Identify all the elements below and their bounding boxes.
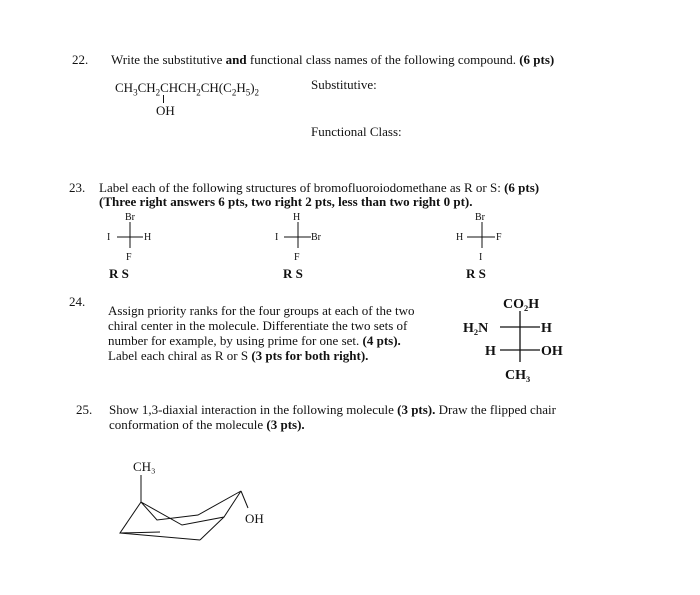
- s2-right: Br: [311, 232, 321, 243]
- q23-structure-3: [445, 208, 545, 268]
- q23-rs-2[interactable]: R S: [283, 266, 303, 281]
- fischer-c2-left: H: [485, 344, 496, 359]
- s3-top: Br: [475, 212, 485, 223]
- s1-left: I: [107, 232, 111, 243]
- fischer-c1-left: H₂N: [463, 321, 489, 336]
- q22-prompt: Write the substitutive and functional class names of the following compound. (6 pts): [111, 52, 555, 67]
- q24-fischer-projection: [455, 292, 585, 387]
- s2-left: I: [275, 232, 279, 243]
- q23-subtext: (Three right answers 6 pts, two right 2 pts, less than two right 0 pt).: [99, 194, 473, 209]
- chair-oh: OH: [245, 511, 264, 526]
- s1-top: Br: [125, 212, 135, 223]
- fischer-top: CO₂H: [503, 297, 540, 312]
- s1-bottom: F: [126, 252, 132, 263]
- q25-prompt: Show 1,3-diaxial interaction in the following molecule (3 pts). Draw the flipped chair conformation of the molecule (3 pts).: [109, 402, 556, 432]
- q23-rs-1[interactable]: R S: [109, 266, 129, 281]
- q22-substitutive-label: Substitutive:: [311, 77, 377, 92]
- fischer-c1-right: H: [541, 321, 552, 336]
- s1-right: H: [144, 232, 152, 243]
- s2-bottom: F: [294, 252, 300, 263]
- q23-structure-1: [85, 208, 185, 268]
- q22-functional-label: Functional Class:: [311, 124, 402, 139]
- s2-top: H: [293, 212, 301, 223]
- q23-number: 23.: [69, 180, 86, 195]
- q25-chair-cyclohexane: [100, 455, 300, 555]
- s3-right: F: [496, 232, 502, 243]
- q24-prompt: Assign priority ranks for the four groups at each of the two chiral center in the molecule. Differentiate the two sets of number for example, by using prime for one set. (4 pts). Label each chiral as R or S (3 pts for both right).: [108, 303, 415, 363]
- q25-number: 25.: [76, 402, 93, 417]
- q24-number: 24.: [69, 294, 86, 309]
- q22-number: 22.: [72, 52, 89, 67]
- chair-ch3: CH₃: [133, 459, 156, 474]
- q22-bond-line: [163, 95, 164, 103]
- s3-bottom: I: [479, 252, 483, 263]
- q22-formula: $CH_3CH_2CHCH_2CH(C_2H_5)_2$: [115, 80, 260, 98]
- q23-prompt: Label each of the following structures of bromofluoroiodomethane as R or S: (6 pts): [99, 180, 540, 195]
- q23-rs-3[interactable]: R S: [466, 266, 486, 281]
- fischer-c2-right: OH: [541, 344, 563, 359]
- fischer-bottom: CH₃: [505, 368, 531, 383]
- s3-left: H: [456, 232, 464, 243]
- q23-structure-2: [254, 208, 354, 268]
- q22-oh: OH: [156, 103, 175, 118]
